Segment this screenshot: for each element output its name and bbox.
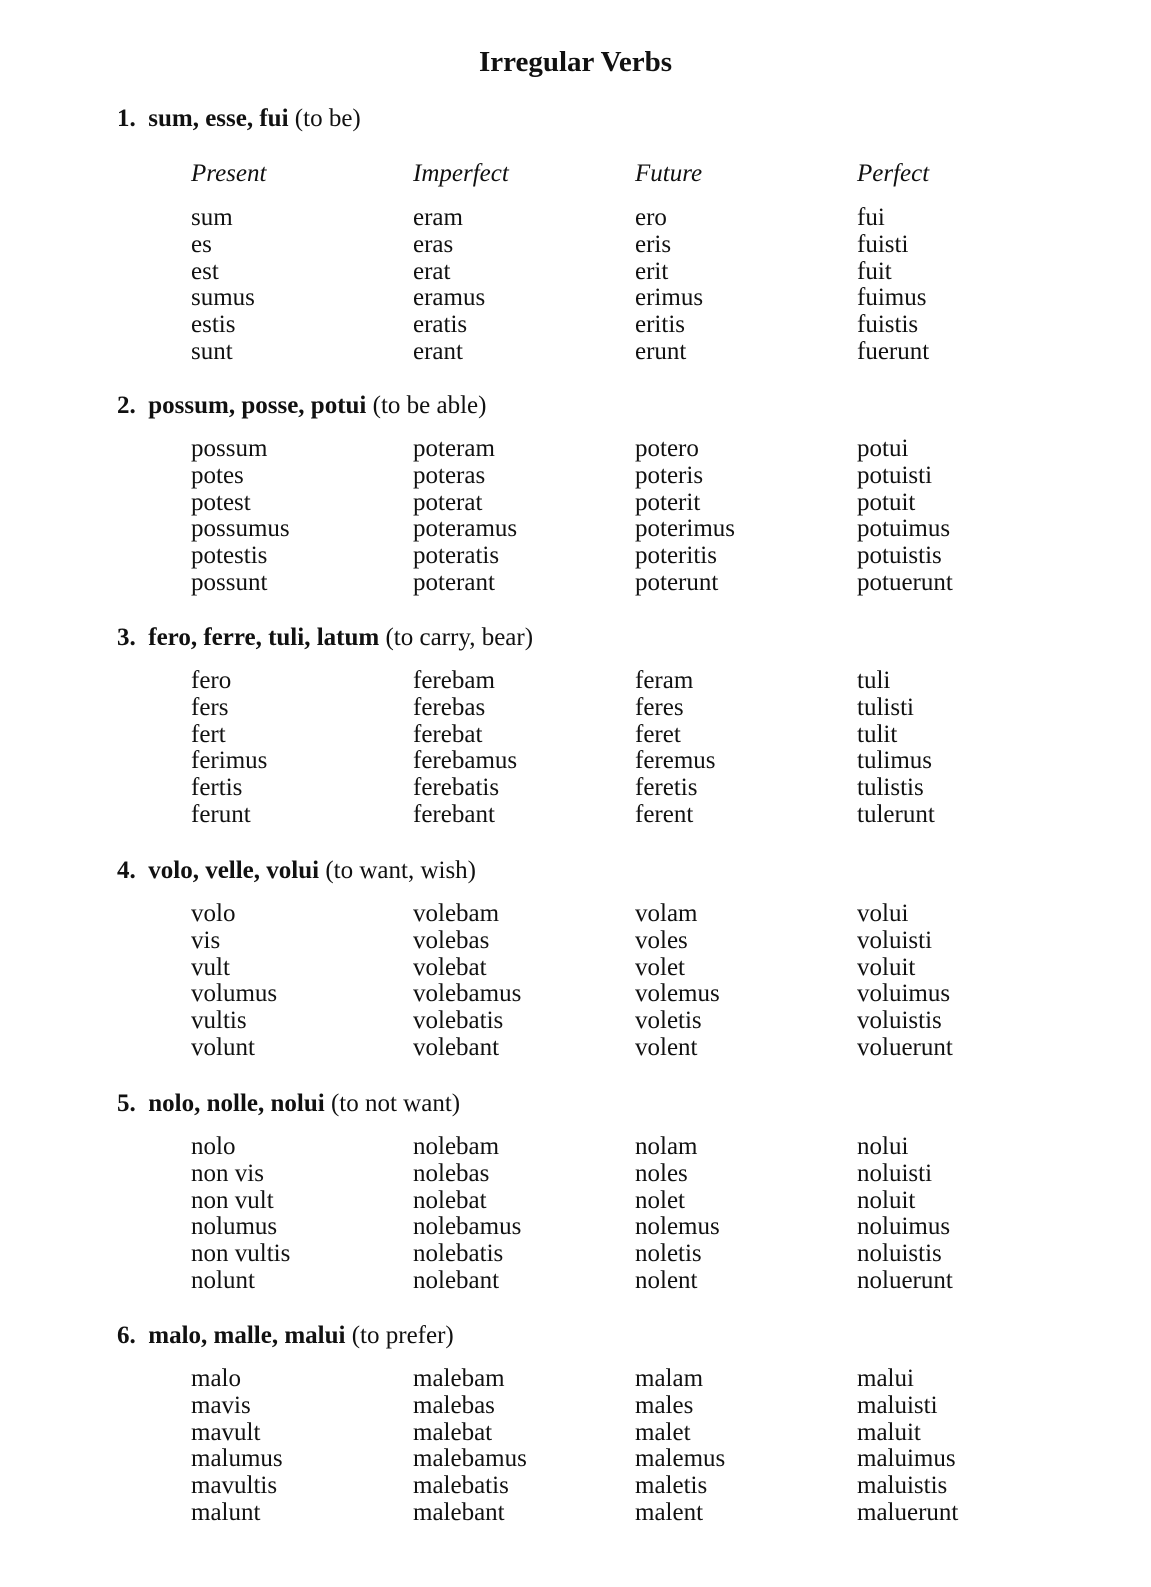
verb-form: fuisti (857, 230, 909, 258)
verb-form: nolam (635, 1133, 698, 1160)
verb-form: potui (857, 435, 909, 462)
verb-form: nolebatis (413, 1240, 504, 1268)
verb-form: vult (191, 953, 230, 981)
verb-form: fers (191, 693, 229, 721)
verb-form: poterat (413, 488, 483, 516)
verb-form: tulistis (857, 774, 924, 802)
verb-form: erat (413, 257, 451, 285)
verb-form: eratis (413, 311, 468, 339)
verb-form: non vis (191, 1159, 264, 1187)
verb-form: poteras (413, 461, 486, 489)
verb-form: voluisti (857, 926, 933, 954)
tense-column (413, 436, 633, 597)
verb-form: malumus (191, 1445, 283, 1473)
verb-form: volumus (191, 980, 278, 1008)
tense-column (857, 668, 1077, 829)
verb-form: fert (191, 720, 226, 748)
verb-number: 1. (117, 105, 136, 132)
verb-form: possumus (191, 515, 290, 543)
verb-form: vis (191, 926, 221, 954)
verb-form: potuistis (857, 542, 942, 570)
verb-form: malet (635, 1418, 691, 1446)
tense-column (857, 436, 1077, 597)
verb-form: nolunt (191, 1266, 255, 1294)
verb-form: nolui (857, 1133, 909, 1160)
verb-form: tulimus (857, 747, 933, 775)
verb-form: volunt (191, 1033, 255, 1061)
verb-form: nolebas (413, 1159, 490, 1187)
tense-column (413, 1134, 633, 1295)
verb-heading (117, 856, 476, 886)
verb-form: ferebas (413, 693, 486, 721)
verb-form: poterunt (635, 568, 719, 596)
tense-column (635, 668, 855, 829)
verb-form: eramus (413, 284, 486, 312)
verb-form: nolumus (191, 1213, 278, 1241)
verb-form: voles (635, 926, 688, 954)
verb-form: mavis (191, 1391, 251, 1419)
verb-form: voletis (635, 1007, 702, 1035)
verb-form: malebatis (413, 1472, 509, 1500)
verb-form: maluisti (857, 1391, 938, 1419)
verb-form: volebas (413, 926, 490, 954)
verb-form: erant (413, 337, 463, 365)
verb-form: nolo (191, 1133, 236, 1160)
verb-form: ferebatis (413, 774, 500, 802)
verb-form: voluerunt (857, 1033, 953, 1061)
tense-column (413, 1366, 633, 1527)
principal-parts: fero, ferre, tuli, latum (148, 624, 380, 651)
tense-column (635, 436, 855, 597)
verb-form: fero (191, 667, 232, 694)
tense-column (191, 436, 411, 597)
principal-parts: volo, velle, volui (148, 857, 320, 884)
verb-form: voluistis (857, 1007, 942, 1035)
verb-form: es (191, 230, 212, 258)
verb-form: fuerunt (857, 337, 930, 365)
tense-column (191, 901, 411, 1062)
tense-column (413, 161, 633, 366)
tense-column (191, 1366, 411, 1527)
tense-header: Present (191, 160, 267, 187)
verb-form: volam (635, 900, 698, 927)
tense-column (635, 161, 855, 366)
verb-form: volui (857, 900, 909, 927)
verb-form: ferebam (413, 667, 495, 694)
tense-column (857, 161, 1077, 366)
verb-form: potuisti (857, 461, 933, 489)
verb-form: nolent (635, 1266, 698, 1294)
verb-number: 2. (117, 392, 136, 419)
verb-form: poteramus (413, 515, 518, 543)
verb-form: non vultis (191, 1240, 291, 1268)
verb-form: malo (191, 1365, 241, 1392)
tense-column (191, 161, 411, 366)
verb-form: potestis (191, 542, 268, 570)
verb-meaning: (to prefer) (351, 1322, 454, 1349)
tense-column (635, 901, 855, 1062)
verb-form: malui (857, 1365, 914, 1392)
verb-form: potes (191, 461, 244, 489)
verb-form: malebat (413, 1418, 493, 1446)
verb-form: volebatis (413, 1007, 504, 1035)
verb-form: ero (635, 204, 667, 231)
verb-form: poteris (635, 461, 704, 489)
verb-form: noluerunt (857, 1266, 953, 1294)
verb-form: ferebant (413, 800, 495, 828)
verb-form: maluimus (857, 1445, 956, 1473)
verb-form: maluit (857, 1418, 921, 1446)
verb-form: sum (191, 204, 233, 231)
principal-parts: malo, malle, malui (148, 1322, 346, 1349)
verb-form: voluit (857, 953, 916, 981)
verb-form: fuimus (857, 284, 927, 312)
verb-form: volebam (413, 900, 500, 927)
verb-meaning: (to be able) (372, 392, 487, 419)
tense-column (857, 901, 1077, 1062)
verb-form: malemus (635, 1445, 726, 1473)
verb-form: eram (413, 204, 463, 231)
verb-form: nolebant (413, 1266, 500, 1294)
verb-form: volebamus (413, 980, 522, 1008)
verb-heading (117, 1089, 460, 1119)
verb-form: erunt (635, 337, 687, 365)
verb-form: tulit (857, 720, 898, 748)
verb-form: noluit (857, 1186, 916, 1214)
verb-form: fuit (857, 257, 892, 285)
verb-form: potero (635, 435, 699, 462)
verb-form: tulerunt (857, 800, 935, 828)
tense-header: Future (635, 160, 703, 187)
verb-number: 5. (117, 1090, 136, 1117)
tense-column (413, 668, 633, 829)
verb-form: est (191, 257, 219, 285)
verb-form: fuistis (857, 311, 919, 339)
verb-form: eritis (635, 311, 685, 339)
verb-form: maluistis (857, 1472, 948, 1500)
verb-heading (117, 1321, 454, 1351)
page-title: Irregular Verbs (478, 46, 673, 78)
tense-column (191, 1134, 411, 1295)
verb-number: 4. (117, 857, 136, 884)
verb-form: poterit (635, 488, 701, 516)
verb-form: volo (191, 900, 236, 927)
verb-form: tulisti (857, 693, 914, 721)
verb-form: ferebamus (413, 747, 518, 775)
verb-form: volet (635, 953, 685, 981)
verb-form: feremus (635, 747, 716, 775)
verb-form: maluerunt (857, 1498, 959, 1526)
verb-heading (117, 391, 486, 421)
verb-form: nolebat (413, 1186, 487, 1214)
verb-form: erit (635, 257, 669, 285)
verb-heading (117, 623, 533, 653)
verb-form: males (635, 1391, 694, 1419)
verb-form: eris (635, 230, 672, 258)
verb-form: volemus (635, 980, 720, 1008)
verb-form: malebas (413, 1391, 495, 1419)
verb-form: poterimus (635, 515, 735, 543)
verb-form: poterant (413, 568, 495, 596)
tense-header: Perfect (857, 160, 930, 187)
verb-form: possum (191, 435, 268, 462)
verb-form: poteratis (413, 542, 500, 570)
verb-meaning: (to not want) (330, 1090, 461, 1117)
verb-form: potuerunt (857, 568, 953, 596)
verb-form: noluisti (857, 1159, 933, 1187)
verb-form: nolet (635, 1186, 685, 1214)
verb-form: fertis (191, 774, 243, 802)
verb-form: ferent (635, 800, 694, 828)
verb-form: potest (191, 488, 251, 516)
verb-form: ferunt (191, 800, 251, 828)
tense-column (857, 1366, 1077, 1527)
verb-form: malebam (413, 1365, 505, 1392)
verb-form: nolebamus (413, 1213, 522, 1241)
verb-form: malent (635, 1498, 704, 1526)
verb-meaning: (to want, wish) (325, 857, 476, 884)
verb-form: malebamus (413, 1445, 527, 1473)
verb-form: possunt (191, 568, 268, 596)
verb-form: eras (413, 230, 454, 258)
verb-form: ferebat (413, 720, 483, 748)
tense-header: Imperfect (413, 160, 509, 187)
verb-form: fui (857, 204, 885, 231)
verb-meaning: (to be) (294, 105, 361, 132)
verb-form: malam (635, 1365, 704, 1392)
verb-form: noluimus (857, 1213, 951, 1241)
verb-form: non vult (191, 1186, 274, 1214)
verb-form: mavultis (191, 1472, 278, 1500)
verb-form: erimus (635, 284, 704, 312)
verb-form: sumus (191, 284, 255, 312)
verb-form: estis (191, 311, 236, 339)
verb-form: malunt (191, 1498, 261, 1526)
verb-form: sunt (191, 337, 233, 365)
verb-form: volebant (413, 1033, 500, 1061)
verb-form: nolemus (635, 1213, 720, 1241)
verb-number: 3. (117, 624, 136, 651)
tense-column (191, 668, 411, 829)
verb-form: ferimus (191, 747, 268, 775)
verb-form: noluistis (857, 1240, 942, 1268)
verb-form: poteram (413, 435, 495, 462)
verb-form: potuimus (857, 515, 951, 543)
verb-heading (117, 104, 361, 134)
tense-column (635, 1134, 855, 1295)
verb-form: noles (635, 1159, 688, 1187)
verb-form: malebant (413, 1498, 505, 1526)
verb-form: feret (635, 720, 681, 748)
verb-form: vultis (191, 1007, 247, 1035)
verb-form: noletis (635, 1240, 702, 1268)
verb-form: maletis (635, 1472, 708, 1500)
verb-form: tuli (857, 667, 891, 694)
verb-form: nolebam (413, 1133, 500, 1160)
principal-parts: nolo, nolle, nolui (148, 1090, 325, 1117)
verb-form: volent (635, 1033, 698, 1061)
tense-column (857, 1134, 1077, 1295)
verb-form: potuit (857, 488, 916, 516)
verb-form: mavult (191, 1418, 261, 1446)
tense-column (413, 901, 633, 1062)
verb-form: feram (635, 667, 694, 694)
verb-form: poteritis (635, 542, 717, 570)
verb-form: voluimus (857, 980, 951, 1008)
principal-parts: sum, esse, fui (148, 105, 289, 132)
principal-parts: possum, posse, potui (148, 392, 367, 419)
verb-meaning: (to carry, bear) (385, 624, 534, 651)
verb-number: 6. (117, 1322, 136, 1349)
verb-form: feres (635, 693, 684, 721)
verb-form: feretis (635, 774, 698, 802)
verb-form: volebat (413, 953, 487, 981)
tense-column (635, 1366, 855, 1527)
